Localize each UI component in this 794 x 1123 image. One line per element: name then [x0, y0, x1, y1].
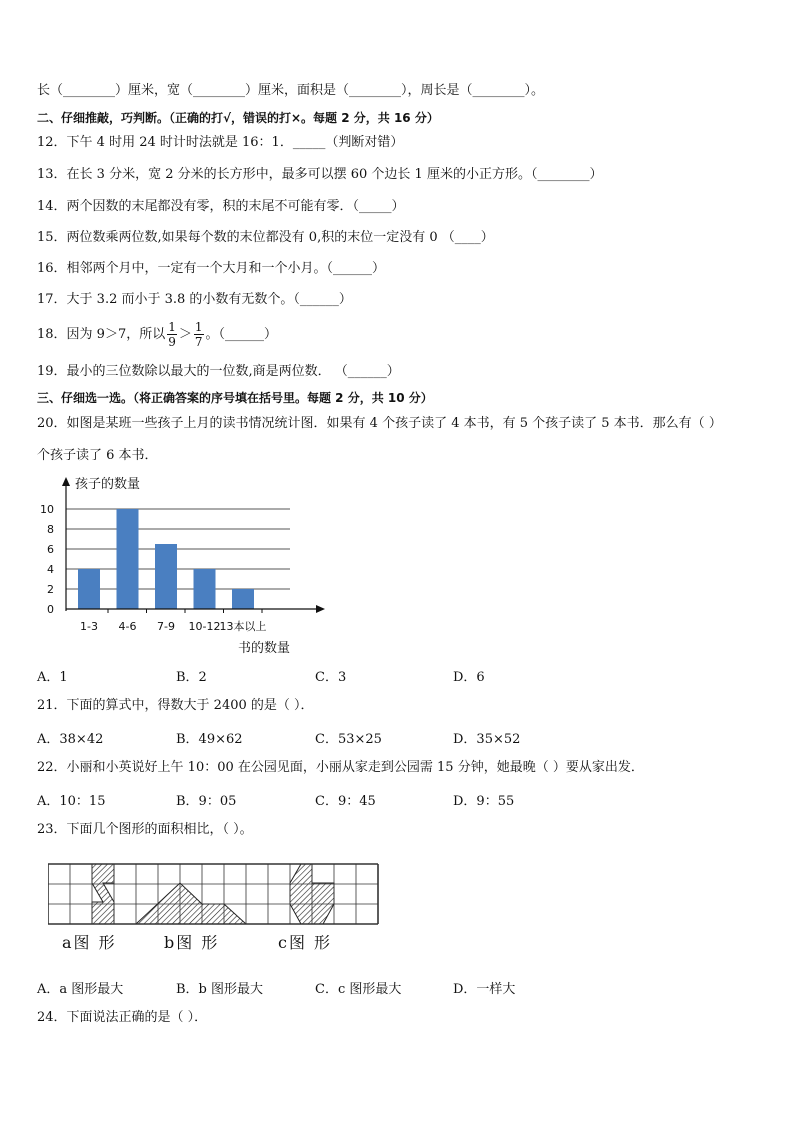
q22-option-c[interactable]: C．9：45	[315, 794, 376, 809]
fraction-numerator: 1	[194, 320, 203, 334]
q21-option-a[interactable]: A．38×42	[37, 732, 104, 747]
x-tick-label: 7-9	[157, 620, 175, 633]
q23-option-a[interactable]: A．a 图形最大	[37, 982, 124, 997]
question-15: 15．两位数乘两位数,如果每个数的末位都没有 0,积的末位一定没有 0 （____）	[37, 230, 494, 245]
question-19: 19．最小的三位数除以最大的一位数,商是两位数． （______）	[37, 364, 400, 379]
bar	[232, 589, 254, 609]
q20-option-a[interactable]: A．1	[37, 670, 68, 685]
question-18	[37, 318, 277, 352]
greater-than-sign: ＞	[178, 327, 192, 342]
q21-option-d[interactable]: D．35×52	[453, 732, 521, 747]
q11-continuation: 长（________）厘米，宽（________）厘米，面积是（________），周长是（________）。	[37, 83, 545, 98]
q20-option-c[interactable]: C．3	[315, 670, 347, 685]
question-22: 22．小丽和小英说好上午 10：00 在公园见面，小丽从家走到公园需 15 分钟，她最晚（ ）要从家出发．	[37, 760, 644, 775]
fraction-denominator: 7	[194, 335, 203, 349]
x-tick-label: 4-6	[118, 620, 137, 633]
area-comparison-grid-figure	[48, 861, 388, 931]
y-tick-label: 6	[47, 543, 54, 556]
q21-option-c[interactable]: C．53×25	[315, 732, 382, 747]
question-24: 24．下面说法正确的是（ ）．	[37, 1010, 208, 1025]
q20-option-b[interactable]: B．2	[176, 670, 207, 685]
question-17: 17．大于 3.2 而小于 3.8 的小数有无数个。（______）	[37, 292, 352, 307]
question-21: 21．下面的算式中，得数大于 2400 的是（ ）．	[37, 698, 314, 713]
y-axis-arrow	[62, 477, 70, 486]
figure-b-caption: b图 形	[164, 933, 220, 952]
question-13: 13．在长 3 分米，宽 2 分米的长方形中，最多可以摆 60 个边长 1 厘米的小正方形。（________）	[37, 167, 603, 182]
q22-option-a[interactable]: A．10：15	[37, 794, 106, 809]
y-tick-label: 10	[40, 503, 54, 516]
bar	[194, 569, 216, 609]
fraction-one-seventh	[194, 320, 204, 349]
q23-option-b[interactable]: B．b 图形最大	[176, 982, 264, 997]
reading-bar-chart	[30, 472, 340, 662]
y-tick-label: 8	[47, 523, 54, 536]
bar	[78, 569, 100, 609]
chart-x-axis-label: 书的数量	[238, 641, 291, 656]
figure-a-shape	[92, 864, 114, 924]
question-23: 23．下面几个图形的面积相比，（ ）。	[37, 822, 253, 837]
fraction-one-ninth	[167, 320, 177, 349]
question-20-line2: 个孩子读了 6 本书．	[37, 448, 158, 463]
figure-b-shape	[136, 883, 246, 924]
question-14: 14．两个因数的末尾都没有零，积的末尾不可能有零．（_____）	[37, 199, 405, 214]
x-axis-arrow	[316, 605, 325, 613]
chart-y-axis-label: 孩子的数量	[75, 477, 141, 492]
x-tick-label: 1-3	[80, 620, 98, 633]
bar	[155, 544, 177, 609]
q22-option-d[interactable]: D．9：55	[453, 794, 515, 809]
figure-a-caption: a图 形	[62, 933, 117, 952]
figure-c-caption: c图 形	[278, 933, 333, 952]
section-2-heading: 二、仔细推敲，巧判断。（正确的打√，错误的打×。每题 2 分，共 16 分）	[37, 111, 439, 125]
question-16: 16．相邻两个月中，一定有一个大月和一个小月。（______）	[37, 261, 386, 276]
q18-suffix: 。（______）	[205, 327, 278, 342]
x-tick-label: 13本以上	[219, 620, 267, 633]
q21-option-b[interactable]: B．49×62	[176, 732, 243, 747]
y-tick-label: 0	[47, 603, 54, 616]
fraction-denominator: 9	[168, 335, 176, 349]
question-12: 12．下午 4 时用 24 时计时法就是 16：1．_____（判断对错）	[37, 135, 404, 150]
bar	[117, 509, 139, 609]
q23-option-c[interactable]: C．c 图形最大	[315, 982, 402, 997]
q18-prefix: 18．因为 9＞7，所以	[37, 327, 166, 342]
fraction-numerator: 1	[168, 320, 176, 334]
q20-option-d[interactable]: D．6	[453, 670, 485, 685]
x-tick-label: 10-12	[188, 620, 221, 633]
q22-option-b[interactable]: B．9：05	[176, 794, 237, 809]
section-3-heading: 三、仔细选一选。（将正确答案的序号填在括号里。每题 2 分，共 10 分）	[37, 391, 433, 405]
question-20-line1: 20．如图是某班一些孩子上月的读书情况统计图．如果有 4 个孩子读了 4 本书，有 5 个孩子读了 5 本书．那么有（ ）	[37, 416, 722, 431]
q23-option-d[interactable]: D．一样大	[453, 982, 516, 997]
y-tick-label: 4	[47, 563, 54, 576]
y-tick-label: 2	[47, 583, 54, 596]
